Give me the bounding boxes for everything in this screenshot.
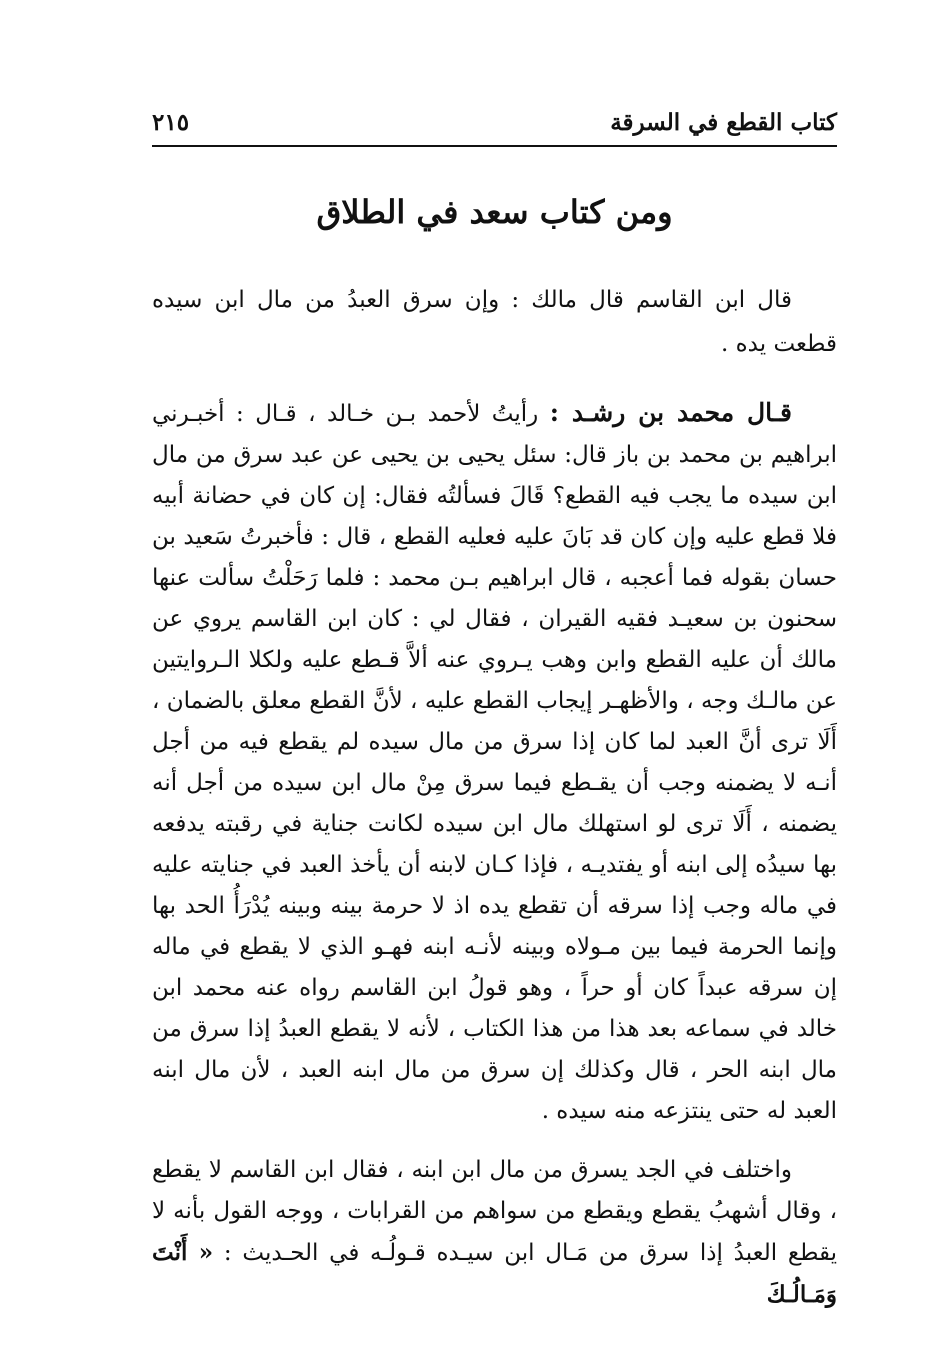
paragraph-3: [152, 1150, 837, 1316]
paragraph-2: [152, 392, 837, 1132]
running-title: كتاب القطع في السرقة: [610, 109, 837, 136]
paragraph-1: قال ابن القاسم قال مالك : وإن سرق العبدُ من مال ابن سيده قطعت يده .: [152, 287, 837, 357]
page-number: ٢١٥: [152, 109, 190, 136]
speaker-label: قـال محمد بن رشـد :: [549, 398, 793, 427]
paragraph-3-text: واختلف في الجد يسرق من مال ابن ابنه ، فقال ابن القاسم لا يقطع ، وقال أشهبُ يقطع ويقطع من سواهم من القرابات ، ووجه القول بأنه لا يقطع العبدُ إذا سرق من مَـال ابن سيـده قـولُـه في الحـديث :: [152, 1157, 838, 1266]
chapter-title: ومن كتاب سعد في الطلاق: [316, 193, 673, 231]
paragraph-2-text: رأيتُ لأحمد بـن خـالد ، قـال : أخبـرني ابراهيم بن محمد بن باز قال: سئل يحيى بن يحيى عن عبد سرق من مال ابن سيده ما يجب فيه القطع؟ قَالَ فسألتُه فقال: إن كان في حضانة أبيه فلا قطع عليه وإن كان قد بَانَ عليه فعليه القطع ، قال : فأخبرتُ سَعيد بن حسان بقوله فما أعجبه ، قال ابراهيم بـن محمد : فلما رَحَلْتُ سألت عنها سحنون بن سعيـد فقيه القيران ، فقال لي : كان ابن القاسم يروي عن مالك أن عليه القطع وابن وهب يـروي عنه ألاَّ قـطع عليه ولكلا الـروايتين عن مالـك وجه ، والأظهـر إيجاب القطع عليه ، لأنَّ القطع معلق بالضمان ، أَلَا ترى أنَّ العبد لما كان إذا سرق من مال سيده لم يقطع فيه من أجل أنـه لا يضمنه وجب أن يقـطع فيما سرق مِنْ مال ابن سيده من أجل أنه يضمنه ، أَلَا ترى لو استهلك مال ابن سيده لكانت جناية في رقبته يدفعه بها سيدُه إلى ابنه أو يفتديـه ، فإذا كـان لابنه أن يأخذ العبد في جنايته عليه في ماله وجب إذا سرقه أن تقطع يده اذ لا حرمة بينه وبينه يُدْرَأُ الحد بها وإنما الحرمة فيما بين مـولاه وبينه لأنـه ابنه فهـو الذي لا يقطع في ماله إن سرقه عبداً كان أو حراً ، وهو قولُ ابن القاسم رواه عنه محمد ابن خالد في سماعه بعد هذا من هذا الكتاب ، لأنه لا يقطع العبدُ إذا سرق من مال ابنه الحر ، قال وكذلك إن سرق من مال ابنه العبد ، لأن مال ابنه العبد له حتى ينتزعه منه سيده .: [152, 401, 837, 1124]
running-header: [152, 108, 837, 144]
body-text: [152, 278, 837, 1316]
hadith-quote: « أَنْتَ وَمَـالُـكَ: [152, 1239, 837, 1308]
header-rule: [152, 145, 837, 147]
